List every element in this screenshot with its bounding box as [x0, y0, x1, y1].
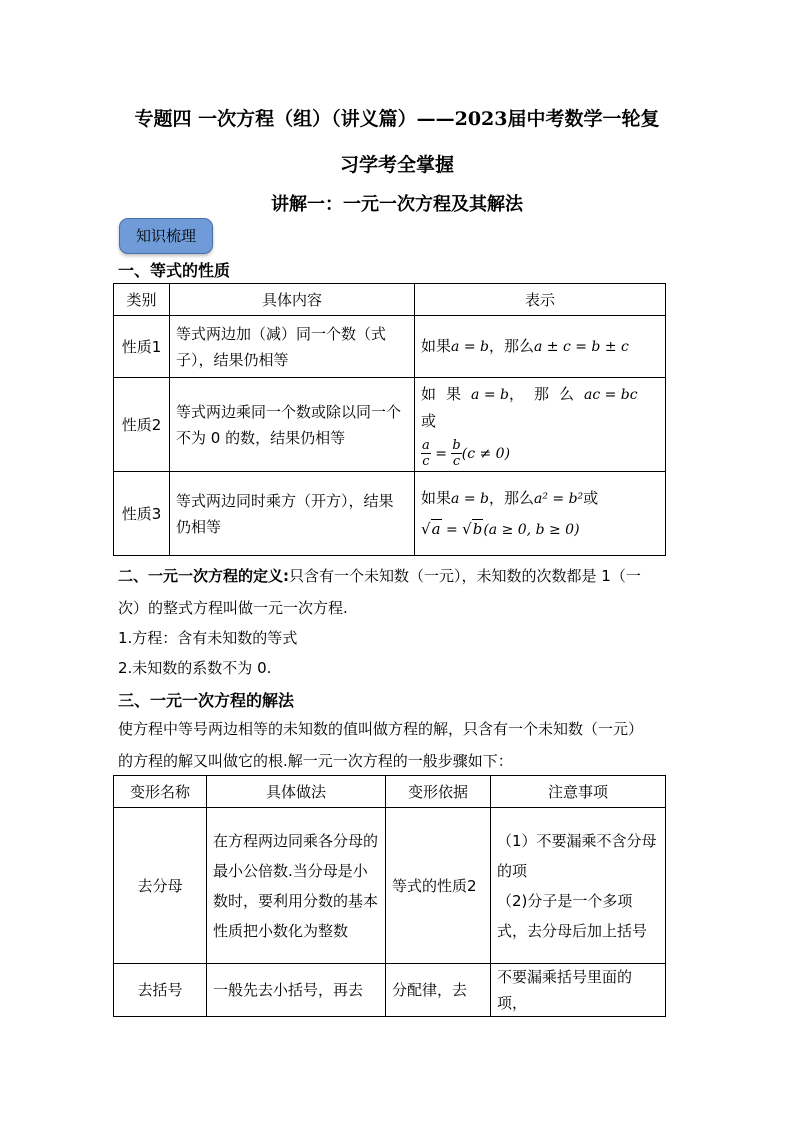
property-content: 等式两边乘同一个数或除以同一个不为 0 的数，结果仍相等	[170, 378, 415, 472]
property-content: 等式两边加（减）同一个数（式子），结果仍相等	[170, 316, 415, 378]
section2-heading: 二、一元一次方程的定义:	[118, 567, 289, 585]
section3-heading: 三、一元一次方程的解法	[118, 691, 295, 710]
sqrt-b: √b	[462, 519, 483, 538]
table-row	[114, 316, 666, 378]
expr-then: ，那么	[508, 384, 584, 403]
step-method: 在方程两边同乘各分母的最小公倍数.当分母是小数时，要利用分数的基本性质把小数化为整数	[207, 808, 386, 964]
definition-point2: 2.未知数的系数不为 0.	[118, 659, 272, 677]
definition-line2: 次）的整式方程叫做一元一次方程.	[118, 599, 348, 617]
table-row	[114, 964, 666, 1017]
expr-condition: a = b	[451, 339, 489, 355]
step-method: 一般先去小括号，再去	[207, 964, 386, 1017]
property-expression	[415, 316, 666, 378]
table2-header-notes: 注意事项	[491, 776, 666, 808]
expr-result: ac = bc	[583, 386, 638, 403]
knowledge-review-badge: 知识梳理	[119, 218, 213, 254]
lecture-title: 讲解一：一元一次方程及其解法	[271, 194, 523, 215]
step-basis: 分配律，去	[386, 964, 491, 1017]
step-notes: 不要漏乘括号里面的项，	[491, 964, 666, 1017]
table-row	[114, 472, 666, 556]
expr-result: a² = b²	[533, 490, 584, 507]
table1-header-content: 具体内容	[170, 284, 415, 316]
expr-or: 或	[421, 411, 447, 430]
property-category: 性质2	[114, 378, 170, 472]
sqrt-condition: (a ≥ 0, b ≥ 0)	[483, 521, 580, 538]
expr-then: ，那么	[488, 488, 534, 507]
definition-paragraph	[118, 560, 641, 592]
table2-header-basis: 变形依据	[386, 776, 491, 808]
property-category: 性质3	[114, 472, 170, 556]
table-row	[114, 378, 666, 472]
table-row	[114, 808, 666, 964]
fraction-a-over-c: $\frac{a}{c}$	[422, 437, 430, 469]
expr-result: a ± c = b ± c	[533, 339, 629, 355]
solution-intro-line1: 使方程中等号两边相等的未知数的值叫做方程的解，只含有一个未知数（一元）	[118, 720, 644, 738]
step-notes	[491, 808, 666, 964]
equation-properties-table	[113, 283, 666, 556]
solution-intro-line2: 的方程的解又叫做它的根.解一元一次方程的一般步骤如下：	[118, 752, 513, 770]
sqrt-a: √a	[421, 519, 441, 538]
step-note2: （2)分子是一个多项式，去分母后加上括号	[497, 891, 648, 940]
document-title-line2: 习学考全掌握	[339, 154, 454, 176]
step-name: 去括号	[114, 964, 207, 1017]
document-title-line1: 专题四 一次方程（组）（讲义篇）——2023届中考数学一轮复	[134, 108, 660, 130]
table2-header-name: 变形名称	[114, 776, 207, 808]
definition-line1: 只含有一个未知数（一元），未知数的次数都是 1（一	[289, 567, 641, 585]
fraction-b-over-c: $\frac{b}{c}$	[452, 437, 461, 469]
expr-or: 或	[583, 488, 599, 507]
table2-header-method: 具体做法	[207, 776, 386, 808]
property-expression	[415, 378, 666, 472]
property-category: 性质1	[114, 316, 170, 378]
step-note1: （1）不要漏乘不含分母的项	[497, 831, 657, 880]
expr-prefix: 如果	[421, 488, 452, 507]
expr-then: ，那么	[488, 337, 534, 355]
solution-steps-table	[113, 775, 666, 1017]
expr-condition: a = b	[451, 490, 489, 507]
step-name: 去分母	[114, 808, 207, 964]
table1-header-category: 类别	[114, 284, 170, 316]
step-basis: 等式的性质2	[386, 808, 491, 964]
property-expression	[415, 472, 666, 556]
sqrt-expression: √a = √b(a ≥ 0, b ≥ 0)	[421, 519, 580, 538]
fraction-condition: (c ≠ 0)	[461, 445, 511, 462]
property-content: 等式两边同时乘方（开方），结果仍相等	[170, 472, 415, 556]
fraction-expression: $\frac{a}{c}$ = $\frac{b}{c}$ (c ≠ 0)	[422, 437, 511, 469]
expr-prefix: 如果	[421, 337, 452, 355]
table1-header-expression: 表示	[415, 284, 666, 316]
section1-heading: 一、等式的性质	[118, 261, 231, 280]
expr-prefix: 如果	[421, 384, 472, 403]
definition-point1: 1.方程：含有未知数的等式	[118, 629, 298, 647]
expr-condition: a = b	[471, 386, 509, 403]
